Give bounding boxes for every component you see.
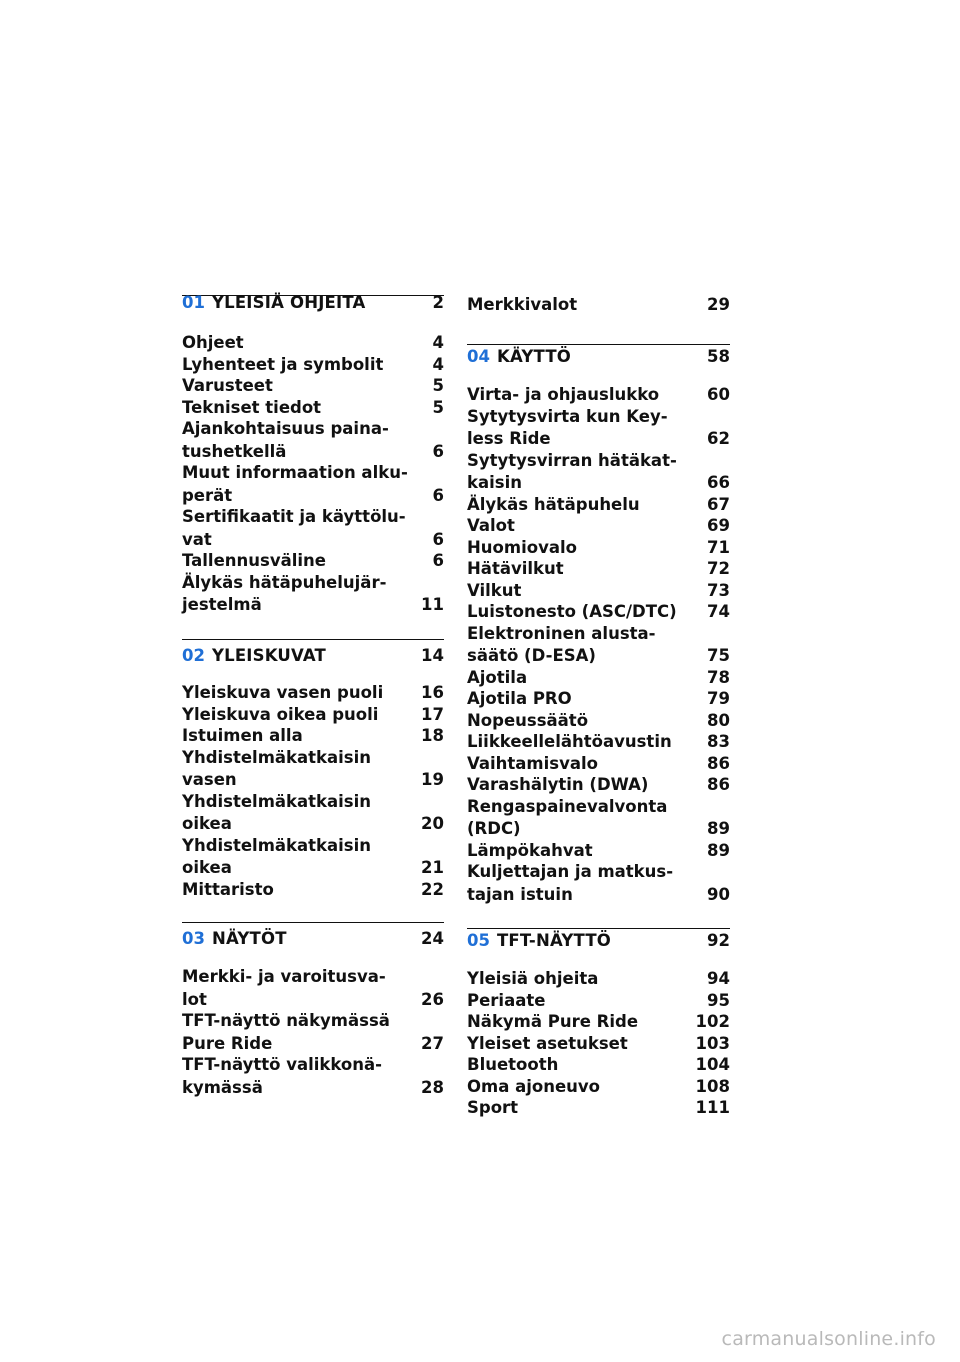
entry-row [467,515,730,537]
section-heading-05[interactable] [467,930,730,952]
entry-page: 18 [421,726,444,745]
entry-row [182,1077,444,1099]
entry-text: Ohjeet [182,333,244,352]
toc-entry-merkki-ja-varoitusva-lot[interactable] [182,966,444,1010]
toc-entry-lyhenteet-ja-symbolit[interactable] [182,354,444,376]
entry-page: 27 [421,1033,444,1053]
toc-entry-bluetooth[interactable] [467,1054,730,1076]
entry-page: 108 [695,1076,730,1096]
entry-row [182,354,444,376]
toc-entry-vilkut[interactable] [467,580,730,602]
entry-text: Sport [467,1098,519,1117]
entry-text: Yhdistelmäkatkaisin [182,791,372,811]
toc-entry-alykas-hatapuhelu[interactable] [467,494,730,516]
entry-row [182,704,444,726]
watermark: carmanualsonline.info [721,1328,936,1350]
toc-entry-ajotila[interactable] [467,667,730,689]
entry-page: 66 [707,473,730,492]
entry-text: Älykäs hätäpuhelujär- [182,572,387,592]
toc-entry-yleiskuva-oikea-puoli[interactable] [182,704,444,726]
entry-page: 69 [707,516,730,535]
entry-text: oikea [182,814,232,833]
entry-page: 20 [421,814,444,833]
toc-entry-lampokahvat[interactable] [467,840,730,862]
entry-text: Ajankohtaisuus paina- [182,419,389,438]
entry-text: Lämpökahvat [467,840,593,860]
toc-entry-mittaristo[interactable] [182,879,444,901]
toc-entry-varashalytin-dwa[interactable] [467,774,730,796]
entry-page: 78 [707,667,730,687]
toc-entry-alykas-hatapuhelujar-jestelma[interactable] [182,572,444,616]
toc-entry-tallennusvaline[interactable] [182,550,444,572]
entry-text: Yleiset asetukset [467,1033,628,1053]
section-heading-01[interactable] [182,292,444,314]
entry-page: 60 [707,385,730,404]
section-page: 2 [432,293,444,312]
entry-text: Liikkeellelähtöavustin [467,732,672,751]
entry-page: 75 [707,646,730,665]
entry-page: 16 [421,683,444,702]
entry-text: tushetkellä [182,441,287,461]
section-title: TFT-NÄYTTÖ [496,931,612,950]
section-divider [467,344,730,345]
entry-page: 6 [432,441,444,461]
entry-text: Pure Ride [182,1033,273,1053]
entry-text: Ajotila PRO [467,689,572,708]
entry-text: Virta- ja ohjauslukko [467,385,660,404]
entry-row [467,731,730,753]
section-number: 01 [182,293,205,312]
section-heading-04[interactable] [467,346,730,368]
toc-entry-rengaspainevalvonta-rdc[interactable] [467,796,730,840]
toc-entry-ajankohtaisuus-paina-tushetkella[interactable] [182,418,444,462]
entry-row [467,294,730,316]
toc-entry-oma-ajoneuvo[interactable] [467,1076,730,1098]
entry-text: Näkymä Pure Ride [467,1012,639,1031]
entry-row [182,989,444,1011]
toc-entry-elektroninen-alusta-saato-d-esa[interactable] [467,623,730,667]
entry-page: 71 [707,537,730,557]
toc-entry-kuljettajan-ja-matkus-tajan-istuin[interactable] [467,861,730,905]
entry-row [467,710,730,732]
section-title: YLEISIÄ OHJEITA [211,293,366,312]
section-number: 04 [467,347,490,366]
entry-page: 5 [432,376,444,395]
entry-page: 17 [421,704,444,724]
entry-row [467,537,730,559]
entry-row [182,879,444,901]
entry-text: Lyhenteet ja symbolit [182,354,384,374]
toc-entry-istuimen-alla[interactable] [182,725,444,747]
entry-text: Varusteet [182,376,273,395]
entry-text: Periaate [467,990,546,1010]
entry-row [467,818,730,840]
entry-text: Vilkut [467,580,522,600]
entry-row [182,813,444,835]
toc-entry-liikkeellelahtoavustin[interactable] [467,731,730,753]
entry-page: 4 [432,333,444,352]
toc-entry-hatavilkut[interactable] [467,558,730,580]
entry-page: 90 [707,884,730,904]
entry-text: Muut informaation alku- [182,463,408,482]
entry-text: Nopeussäätö [467,710,589,730]
entry-text: Bluetooth [467,1055,559,1074]
entry-page: 22 [421,879,444,899]
toc-entry-nopeussaato[interactable] [467,710,730,732]
entry-text: vasen [182,770,237,789]
entry-text: Sertifikaatit ja käyttölu- [182,507,406,526]
section-divider [182,922,444,923]
entry-text: (RDC) [467,819,521,838]
entry-row [467,990,730,1012]
entry-page: 6 [432,551,444,570]
entry-page: 26 [421,989,444,1009]
entry-row [467,472,730,494]
entry-row [182,397,444,419]
section-title: YLEISKUVAT [211,646,327,665]
section-title: NÄYTÖT [211,929,287,948]
entry-text: Merkki- ja varoitusva- [182,967,386,986]
entry-text: Vaihtamisvalo [467,753,598,773]
section-page: 24 [421,929,444,948]
toc-entry-varusteet[interactable] [182,375,444,397]
entry-page: 67 [707,494,730,514]
toc-entry-huomiovalo[interactable] [467,537,730,559]
entry-page: 62 [707,429,730,448]
toc-entry-sertifikaatit-ja-kayttolu-vat[interactable] [182,506,444,550]
entry-row [467,968,730,990]
toc-entry-muut-informaation-alku-perat[interactable] [182,462,444,506]
entry-row [182,550,444,572]
toc-entry-ohjeet[interactable] [182,332,444,354]
entry-page: 102 [695,1012,730,1031]
entry-text: Yleisiä ohjeita [467,969,599,988]
toc-entry-yleiskuva-vasen-puoli[interactable] [182,682,444,704]
toc-entry-valot[interactable] [467,515,730,537]
entry-row [467,580,730,602]
section-number: 05 [467,931,490,950]
entry-text: less Ride [467,429,551,448]
entry-page: 19 [421,770,444,789]
entry-text: Elektroninen alusta- [467,623,656,643]
entry-page: 73 [707,580,730,600]
toc-entry-vaihtamisvalo[interactable] [467,753,730,775]
entry-text: perät [182,485,233,505]
entry-text: Istuimen alla [182,726,303,745]
section-page: 14 [421,646,444,665]
entry-text: Hätävilkut [467,559,564,578]
entry-text: lot [182,989,207,1009]
toc-entry-merkkivalot[interactable] [467,294,730,316]
entry-text: jestelmä [182,595,262,614]
entry-row [467,840,730,862]
entry-text: TFT-näyttö näkymässä [182,1011,390,1030]
entry-text: Ajotila [467,667,528,687]
entry-row [467,384,730,406]
entry-page: 104 [695,1055,730,1074]
entry-row [467,1054,730,1076]
entry-text: Oma ajoneuvo [467,1076,600,1096]
toc-entry-yhdistelmakatkaisin-oikea[interactable] [182,835,444,879]
entry-row [182,682,444,704]
toc-entry-periaate[interactable] [467,990,730,1012]
entry-text: Luistonesto (ASC/DTC) [467,602,677,621]
entry-row [467,1097,730,1119]
entry-row [467,884,730,906]
entry-row [467,428,730,450]
toc-entry-yleiset-asetukset[interactable] [467,1033,730,1055]
entry-page: 28 [421,1077,444,1097]
entry-text: Sytytysvirran hätäkat- [467,450,677,470]
entry-text: Yhdistelmäkatkaisin [182,747,372,767]
entry-text: Yleiskuva vasen puoli [182,683,384,702]
entry-page: 95 [707,990,730,1010]
entry-row [467,601,730,623]
entry-row [182,594,444,616]
entry-page: 5 [432,397,444,417]
toc-entry-ajotila-pro[interactable] [467,688,730,710]
entry-row [182,1033,444,1055]
entry-text: TFT-näyttö valikkonä- [182,1055,382,1074]
entry-row [467,774,730,796]
entry-page: 21 [421,858,444,877]
entry-row [182,332,444,354]
toc-entry-tft-naytto-nakymassa-pure-ride[interactable] [182,1010,444,1054]
entry-text: Rengaspainevalvonta [467,796,668,816]
toc-entry-yleisia-ohjeita[interactable] [467,968,730,990]
section-heading-02[interactable] [182,645,444,667]
entry-text: Valot [467,516,515,535]
entry-row [467,645,730,667]
toc-entry-sport[interactable] [467,1097,730,1119]
section-page: 58 [707,347,730,366]
entry-page: 111 [695,1098,730,1117]
entry-page: 4 [432,354,444,374]
entry-text: Huomiovalo [467,537,577,557]
entry-text: oikea [182,858,232,877]
entry-page: 72 [707,559,730,578]
toc-entry-tekniset-tiedot[interactable] [182,397,444,419]
entry-text: Sytytysvirta kun Key- [467,406,668,426]
entry-page: 94 [707,969,730,988]
toc-entry-luistonesto-asc-dtc[interactable] [467,601,730,623]
entry-page: 80 [707,710,730,730]
entry-row [467,494,730,516]
toc-entry-tft-naytto-valikkona-kymassa[interactable] [182,1054,444,1098]
entry-page: 11 [421,595,444,614]
entry-text: Kuljettajan ja matkus- [467,862,674,881]
entry-row [467,667,730,689]
toc-entry-yhdistelmakatkaisin-oikea[interactable] [182,791,444,835]
entry-page: 74 [707,602,730,621]
toc-entry-sytytysvirta-kun-key-less-ride[interactable] [467,406,730,450]
toc-entry-virta-ja-ohjauslukko[interactable] [467,384,730,406]
toc-entry-sytytysvirran-hatakat-kaisin[interactable] [467,450,730,494]
entry-row [467,558,730,580]
entry-text: Yleiskuva oikea puoli [182,704,379,724]
entry-page: 89 [707,840,730,860]
entry-page: 6 [432,529,444,549]
entry-text: Merkkivalot [467,295,578,314]
entry-text: Varashälytin (DWA) [467,775,649,794]
entry-row [182,529,444,551]
section-page: 92 [707,931,730,950]
entry-page: 89 [707,819,730,838]
section-divider [182,639,444,640]
entry-text: vat [182,529,212,549]
entry-page: 103 [695,1033,730,1053]
section-title: KÄYTTÖ [496,347,572,366]
entry-row [467,1033,730,1055]
entry-page: 79 [707,689,730,708]
entry-row [182,769,444,791]
entry-row [182,725,444,747]
entry-text: säätö (D-ESA) [467,646,596,665]
entry-text: kaisin [467,473,522,492]
entry-text: Yhdistelmäkatkaisin [182,835,372,855]
entry-text: kymässä [182,1077,263,1097]
entry-text: tajan istuin [467,884,573,904]
entry-row [467,1076,730,1098]
section-heading-03[interactable] [182,928,444,950]
entry-row [182,375,444,397]
entry-text: Älykäs hätäpuhelu [467,494,640,514]
section-divider [467,928,730,929]
section-number: 02 [182,646,205,665]
entry-row [467,753,730,775]
entry-text: Tekniset tiedot [182,397,322,417]
toc-entry-nakyma-pure-ride[interactable] [467,1011,730,1033]
section-number: 03 [182,929,205,948]
entry-row [467,688,730,710]
entry-page: 83 [707,732,730,751]
entry-page: 29 [707,295,730,314]
entry-page: 86 [707,753,730,773]
entry-text: Tallennusväline [182,551,326,570]
toc-entry-yhdistelmakatkaisin-vasen[interactable] [182,747,444,791]
entry-page: 86 [707,775,730,794]
entry-row [182,485,444,507]
entry-row [182,857,444,879]
entry-row [467,1011,730,1033]
entry-text: Mittaristo [182,879,274,899]
entry-page: 6 [432,485,444,505]
entry-row [182,441,444,463]
